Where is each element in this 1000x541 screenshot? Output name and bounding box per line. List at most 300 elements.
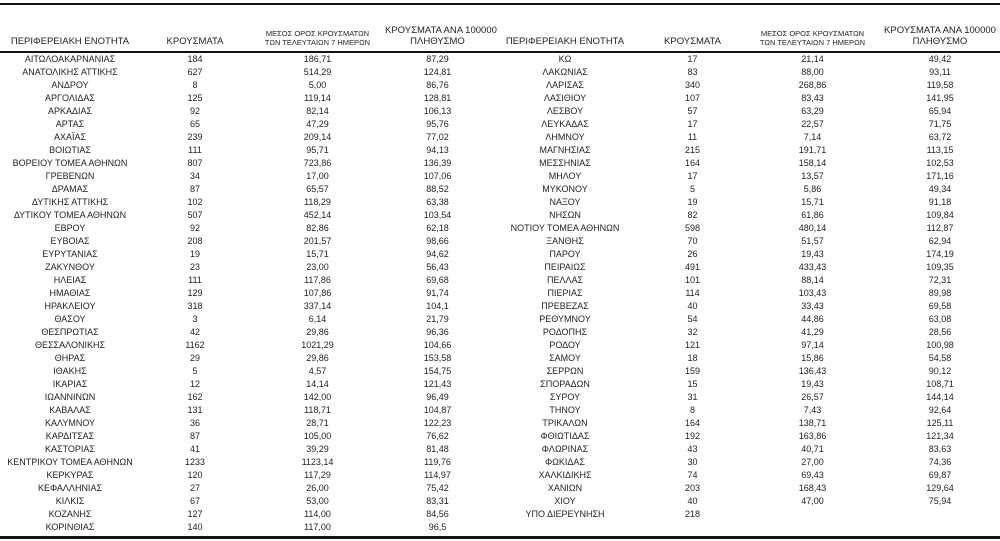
cell-cases: 36 [189, 418, 200, 428]
cell-cases: 215 [684, 145, 701, 155]
cell-avg7: 158,14 [798, 158, 827, 168]
cell-cases: 23 [189, 262, 200, 272]
cell-avg7: 186,71 [303, 54, 332, 64]
cell-cases: 70 [687, 236, 698, 246]
cell-avg7: 97,14 [801, 340, 824, 350]
cell-cases: 18 [687, 353, 698, 363]
cell-per100k: 153,58 [423, 353, 452, 363]
table-row [0, 313, 490, 326]
cell-region: ΖΑΚΥΝΘΟΥ [45, 262, 95, 272]
cell-cases: 164 [684, 418, 701, 428]
cell-avg7: 433,43 [798, 262, 827, 272]
cell-region: ΧΑΛΚΙΔΙΚΗΣ [538, 470, 592, 480]
cell-cases: 32 [687, 327, 698, 337]
table-header-left [0, 0, 497, 53]
cell-region: ΡΕΘΥΜΝΟΥ [539, 314, 591, 324]
table-row [0, 274, 490, 287]
table-row [490, 79, 1000, 92]
cell-per100k: 121,43 [423, 379, 452, 389]
cell-avg7: 163,86 [798, 431, 827, 441]
cell-region: ΤΗΝΟΥ [549, 405, 581, 415]
cell-per100k: 92,64 [928, 405, 952, 415]
cell-avg7: 1021,29 [301, 340, 334, 350]
cell-region: ΣΑΜΟΥ [549, 353, 581, 363]
table-row [490, 339, 1000, 352]
cell-per100k: 174,19 [926, 249, 954, 259]
cell-avg7: 44,86 [801, 314, 824, 324]
cell-avg7: 33,43 [801, 301, 824, 311]
table-row [0, 352, 490, 365]
cell-region: ΕΥΡΥΤΑΝΙΑΣ [42, 249, 98, 259]
cell-per100k: 72,31 [928, 275, 952, 285]
cell-per100k: 69,87 [928, 470, 952, 480]
table-row [490, 313, 1000, 326]
column-header-per100k [880, 26, 1000, 47]
cell-cases: 67 [189, 496, 200, 506]
cell-cases: 74 [687, 470, 698, 480]
cell-region: ΠΙΕΡΙΑΣ [547, 288, 583, 298]
cell-avg7: 63,29 [801, 106, 824, 116]
cell-cases: 92 [189, 223, 200, 233]
table-row [490, 157, 1000, 170]
table-row [490, 235, 1000, 248]
cell-per100k: 63,38 [426, 197, 449, 207]
column-header-per100k-line1: ΚΡΟΥΣΜΑΤΑ ΑΝΑ 100000 [385, 25, 497, 36]
cell-cases: 17 [687, 171, 698, 181]
cell-region: ΛΗΜΝΟΥ [545, 132, 585, 142]
cell-region: ΑΡΚΑΔΙΑΣ [47, 106, 93, 116]
cell-cases: 208 [187, 236, 203, 246]
cell-region: ΜΥΚΟΝΟΥ [542, 184, 588, 194]
cell-region: ΡΟΔΟΠΗΣ [542, 327, 588, 337]
cell-avg7: 209,14 [303, 132, 332, 142]
column-header-per100k [385, 25, 497, 47]
cell-cases: 159 [684, 366, 701, 376]
table-row [490, 118, 1000, 131]
cell-per100k: 71,75 [928, 119, 952, 129]
table-row [0, 443, 490, 456]
cell-region: ΠΡΕΒΕΖΑΣ [541, 301, 589, 311]
column-header-avg7-line2: ΤΩΝ ΤΕΛΕΥΤΑΙΩΝ 7 ΗΜΕΡΩΝ [264, 37, 371, 47]
cell-avg7: 5,00 [308, 80, 327, 90]
cell-per100k: 87,29 [426, 54, 449, 64]
table-row [490, 66, 1000, 79]
cell-region: ΘΑΣΟΥ [54, 314, 86, 324]
cell-avg7: 1123,14 [301, 457, 334, 467]
cell-per100k: 69,68 [426, 275, 449, 285]
cell-per100k: 144,14 [926, 392, 954, 402]
cell-avg7: 27,00 [801, 457, 824, 467]
cell-per100k: 95,76 [426, 119, 449, 129]
table-row [490, 274, 1000, 287]
table-row [0, 391, 490, 404]
table-row [0, 261, 490, 274]
cases-table-left [0, 0, 497, 534]
cell-cases: 162 [187, 392, 203, 402]
cell-cases: 1233 [184, 457, 206, 467]
column-header-region: ΠΕΡΙΦΕΡΕΙΑΚΗ ΕΝΟΤΗΤΑ [505, 35, 625, 47]
cell-avg7: 88,14 [801, 275, 824, 285]
cell-cases: 3 [192, 314, 198, 324]
cell-cases: 27 [189, 483, 200, 493]
cell-per100k: 96,49 [426, 392, 449, 402]
cell-cases: 140 [187, 522, 203, 532]
table-row [0, 79, 490, 92]
cell-per100k: 62,94 [928, 236, 952, 246]
cell-per100k: 63,72 [928, 132, 952, 142]
column-header-avg7-line1: ΜΕΣΟΣ ΟΡΟΣ ΚΡΟΥΣΜΑΤΩΝ [265, 29, 370, 38]
table-row [0, 339, 490, 352]
cell-cases: 41 [189, 444, 200, 454]
cell-per100k: 21,79 [426, 314, 449, 324]
cell-region: ΠΕΙΡΑΙΩΣ [544, 262, 586, 272]
cell-per100k: 98,66 [426, 236, 449, 246]
cell-per100k: 96,5 [428, 522, 447, 532]
cell-avg7: 136,43 [798, 366, 827, 376]
cell-avg7: 138,71 [798, 418, 827, 428]
cell-avg7: 41,29 [801, 327, 824, 337]
cell-region: ΑΝΑΤΟΛΙΚΗΣ ΑΤΤΙΚΗΣ [22, 67, 118, 77]
cell-region: ΛΑΡΙΣΑΣ [546, 80, 584, 90]
cell-per100k: 112,87 [926, 223, 954, 233]
cell-per100k: 109,84 [926, 210, 954, 220]
cell-per100k: 109,35 [926, 262, 954, 272]
cell-avg7: 337,14 [303, 301, 332, 311]
cell-avg7: 47,29 [306, 119, 329, 129]
cell-avg7: 83,43 [801, 93, 824, 103]
cell-per100k: 75,42 [426, 483, 449, 493]
column-header-avg7-line2: ΤΩΝ ΤΕΛΕΥΤΑΙΩΝ 7 ΗΜΕΡΩΝ [759, 37, 866, 47]
table-row [490, 508, 1000, 521]
table-row [490, 131, 1000, 144]
cell-avg7: 82,14 [306, 106, 329, 116]
cell-avg7: 29,86 [306, 353, 329, 363]
cell-per100k: 119,58 [926, 80, 954, 90]
cell-cases: 8 [689, 405, 695, 415]
cell-cases: 31 [687, 392, 698, 402]
cell-region: ΦΛΩΡΙΝΑΣ [541, 444, 589, 454]
cell-avg7: 82,86 [306, 223, 329, 233]
table-row [0, 248, 490, 261]
cell-per100k: 75,94 [928, 496, 952, 506]
cell-per100k: 104,66 [423, 340, 452, 350]
cell-cases: 8 [192, 80, 198, 90]
cell-avg7: 117,29 [304, 470, 331, 480]
cell-per100k: 106,13 [423, 106, 452, 116]
cell-avg7: 17,00 [306, 171, 329, 181]
cell-per100k: 102,53 [926, 158, 954, 168]
cell-per100k: 122,23 [423, 418, 452, 428]
table-row [0, 209, 490, 222]
cell-cases: 19 [687, 197, 698, 207]
cell-avg7: 114,00 [304, 509, 331, 519]
cell-per100k: 86,76 [426, 80, 449, 90]
cell-per100k: 125,11 [926, 418, 954, 428]
cell-avg7: 723,86 [303, 158, 332, 168]
table-row [0, 378, 490, 391]
table-row [490, 495, 1000, 508]
cell-cases: 54 [687, 314, 698, 324]
cell-cases: 83 [687, 67, 698, 77]
cell-region: ΑΝΔΡΟΥ [51, 80, 89, 90]
cell-avg7: 69,43 [801, 470, 824, 480]
cell-avg7: 39,29 [306, 444, 329, 454]
cell-region: ΑΡΓΟΛΙΔΑΣ [45, 93, 95, 103]
table-row [490, 196, 1000, 209]
cell-region: ΓΡΕΒΕΝΩΝ [45, 171, 95, 181]
table-row [0, 196, 490, 209]
table-row [490, 456, 1000, 469]
cell-per100k: 129,64 [926, 483, 954, 493]
table-row [490, 222, 1000, 235]
table-row [490, 326, 1000, 339]
cell-avg7: 19,43 [801, 249, 824, 259]
cell-per100k: 28,56 [928, 327, 952, 337]
cell-avg7: 142,00 [303, 392, 332, 402]
table-row [490, 209, 1000, 222]
cell-region: ΞΑΝΘΗΣ [546, 236, 584, 246]
cell-avg7: 4,57 [308, 366, 327, 376]
cell-region: ΘΕΣΣΑΛΟΝΙΚΗΣ [34, 340, 106, 350]
cell-region: ΥΠΟ ΔΙΕΡΕΥΝΗΣΗ [525, 509, 605, 519]
cell-per100k: 49,34 [928, 184, 952, 194]
cell-avg7: 51,57 [801, 236, 824, 246]
cell-per100k: 108,71 [926, 379, 954, 389]
table-row [0, 417, 490, 430]
cell-region: ΒΟΙΩΤΙΑΣ [49, 145, 91, 155]
table-row [490, 430, 1000, 443]
cell-cases: 218 [684, 509, 701, 519]
table-row [0, 456, 490, 469]
table-row [0, 365, 490, 378]
cell-region: ΛΕΥΚΑΔΑΣ [541, 119, 589, 129]
cell-region: ΚΕΡΚΥΡΑΣ [46, 470, 94, 480]
cell-region: ΠΕΛΛΑΣ [546, 275, 584, 285]
cell-per100k: 77,02 [426, 132, 449, 142]
cell-per100k: 121,34 [926, 431, 954, 441]
cell-per100k: 114,97 [424, 470, 451, 480]
cell-region: ΛΕΣΒΟΥ [546, 106, 584, 116]
cell-avg7: 28,71 [306, 418, 329, 428]
table-row [0, 404, 490, 417]
cell-region: ΕΥΒΟΙΑΣ [50, 236, 90, 246]
cell-avg7: 14,14 [306, 379, 329, 389]
cell-region: ΒΟΡΕΙΟΥ ΤΟΜΕΑ ΑΘΗΝΩΝ [12, 158, 128, 168]
table-row [490, 248, 1000, 261]
cell-per100k: 154,75 [423, 366, 452, 376]
table-row [490, 378, 1000, 391]
cell-region: ΚΟΡΙΝΘΙΑΣ [45, 522, 95, 532]
cases-table-right [490, 0, 1000, 534]
cell-per100k: 96,36 [426, 327, 449, 337]
cell-avg7: 65,57 [306, 184, 329, 194]
cell-region: ΔΥΤΙΚΟΥ ΤΟΜΕΑ ΑΘΗΝΩΝ [13, 210, 127, 220]
cell-cases: 29 [189, 353, 200, 363]
table-row [490, 170, 1000, 183]
table-row [490, 53, 1000, 66]
cell-per100k: 104,87 [423, 405, 452, 415]
cell-cases: 34 [189, 171, 200, 181]
cell-avg7: 15,86 [801, 353, 824, 363]
cell-avg7: 7,43 [803, 405, 822, 415]
cell-avg7: 19,43 [801, 379, 824, 389]
cell-per100k: 103,54 [423, 210, 452, 220]
table-row [490, 105, 1000, 118]
cell-region: ΦΘΙΩΤΙΔΑΣ [540, 431, 590, 441]
cell-region: ΝΑΞΟΥ [549, 197, 581, 207]
cell-cases: 82 [687, 210, 698, 220]
column-header-region: ΠΕΡΙΦΕΡΕΙΑΚΗ ΕΝΟΤΗΤΑ [10, 35, 130, 47]
cell-avg7: 53,00 [306, 496, 329, 506]
table-row [490, 469, 1000, 482]
cell-region: ΗΜΑΘΙΑΣ [49, 288, 91, 298]
cell-avg7: 103,43 [798, 288, 827, 298]
cell-per100k: 93,11 [929, 67, 951, 77]
cell-avg7: 105,00 [303, 431, 332, 441]
table-body-right [490, 53, 1000, 521]
table-row [490, 300, 1000, 313]
cell-region: ΙΚΑΡΙΑΣ [52, 379, 88, 389]
table-row [0, 521, 490, 534]
table-row [490, 287, 1000, 300]
cell-region: ΣΥΡΟΥ [549, 392, 581, 402]
cell-per100k: 90,12 [928, 366, 952, 376]
cell-cases: 184 [187, 54, 203, 64]
cell-avg7: 119,14 [304, 93, 331, 103]
cell-region: ΤΡΙΚΑΛΩΝ [542, 418, 588, 428]
cell-region: ΑΡΤΑΣ [55, 119, 85, 129]
cell-per100k: 107,06 [423, 171, 452, 181]
cell-region: ΑΙΤΩΛΟΑΚΑΡΝΑΝΙΑΣ [24, 54, 116, 64]
cell-region: ΚΕΝΤΡΙΚΟΥ ΤΟΜΕΑ ΑΘΗΝΩΝ [7, 457, 133, 467]
cell-cases: 598 [684, 223, 701, 233]
table-row [0, 287, 490, 300]
column-header-cases: ΚΡΟΥΣΜΑΤΑ [664, 35, 721, 47]
cell-region: ΝΗΣΩΝ [549, 210, 581, 220]
bottom-rule [0, 536, 1000, 539]
cell-per100k: 65,94 [928, 106, 952, 116]
cell-per100k: 141,95 [926, 93, 954, 103]
table-row [490, 365, 1000, 378]
table-header-right [490, 0, 1000, 53]
table-row [490, 183, 1000, 196]
cell-region: ΚΩ [558, 54, 572, 64]
cell-per100k: 104,1 [426, 301, 449, 311]
cell-per100k: 74,36 [928, 457, 952, 467]
cell-region: ΜΕΣΣΗΝΙΑΣ [539, 158, 591, 168]
table-row [0, 92, 490, 105]
cell-cases: 42 [189, 327, 200, 337]
cell-cases: 26 [687, 249, 698, 259]
cell-per100k: 94,62 [426, 249, 449, 259]
cell-per100k: 54,58 [928, 353, 952, 363]
column-header-cases: ΚΡΟΥΣΜΑΤΑ [166, 35, 224, 47]
table-row [0, 170, 490, 183]
cell-per100k: 83,63 [928, 444, 952, 454]
table-row [0, 144, 490, 157]
cell-region: ΔΥΤΙΚΗΣ ΑΤΤΙΚΗΣ [31, 197, 109, 207]
cell-cases: 131 [187, 405, 203, 415]
cell-per100k: 76,62 [426, 431, 449, 441]
cell-cases: 11 [687, 132, 698, 142]
table-row [0, 66, 490, 79]
cell-avg7: 514,29 [303, 67, 332, 77]
column-header-avg7 [745, 30, 880, 47]
cell-cases: 318 [187, 301, 203, 311]
cell-per100k: 94,13 [426, 145, 449, 155]
cell-region: ΑΧΑΪΑΣ [53, 132, 87, 142]
cell-avg7: 118,29 [304, 197, 331, 207]
cell-region: ΜΗΛΟΥ [548, 171, 582, 181]
cell-cases: 127 [187, 509, 203, 519]
cell-cases: 5 [192, 366, 198, 376]
cell-cases: 17 [687, 54, 698, 64]
table-row [490, 261, 1000, 274]
table-body-left [0, 53, 490, 534]
cell-region: ΘΕΣΠΡΩΤΙΑΣ [41, 327, 99, 337]
cell-cases: 114 [685, 288, 700, 298]
cell-region: ΠΑΡΟΥ [549, 249, 581, 259]
cell-per100k: 49,42 [928, 54, 952, 64]
cell-region: ΚΑΡΔΙΤΣΑΣ [45, 431, 95, 441]
cell-region: ΛΑΚΩΝΙΑΣ [542, 67, 588, 77]
cell-region: ΜΑΓΝΗΣΙΑΣ [539, 145, 591, 155]
column-header-per100k-line2: ΠΛΗΘΥΣΜΟ [410, 35, 465, 47]
cell-cases: 627 [187, 67, 203, 77]
column-header-avg7 [250, 30, 385, 47]
cell-cases: 43 [687, 444, 698, 454]
table-row [0, 222, 490, 235]
cell-region: ΚΑΒΑΛΑΣ [49, 405, 91, 415]
cell-avg7: 201,57 [303, 236, 332, 246]
table-row [490, 92, 1000, 105]
cell-per100k: 91,18 [928, 197, 952, 207]
column-header-per100k-line1: ΚΡΟΥΣΜΑΤΑ ΑΝΑ 100000 [884, 25, 996, 36]
cell-cases: 65 [189, 119, 200, 129]
cell-avg7: 23,00 [306, 262, 329, 272]
cell-avg7: 5,86 [803, 184, 822, 194]
cell-region: ΧΑΝΙΩΝ [547, 483, 583, 493]
cell-per100k: 124,81 [423, 67, 452, 77]
cell-cases: 1162 [185, 340, 205, 350]
cell-avg7: 118,71 [304, 405, 331, 415]
cell-avg7: 22,57 [801, 119, 824, 129]
table-row [490, 352, 1000, 365]
cell-per100k: 100,98 [926, 340, 954, 350]
cell-region: ΚΟΖΑΝΗΣ [48, 509, 92, 519]
cell-avg7: 15,71 [801, 197, 824, 207]
table-row [0, 495, 490, 508]
cell-avg7: 40,71 [801, 444, 824, 454]
cell-region: ΙΩΑΝΝΙΝΩΝ [44, 392, 96, 402]
cell-cases: 92 [189, 106, 200, 116]
cell-avg7: 29,86 [306, 327, 329, 337]
cell-per100k: 119,76 [424, 457, 451, 467]
cell-cases: 129 [187, 288, 203, 298]
table-row [490, 391, 1000, 404]
cell-per100k: 113,15 [926, 145, 954, 155]
cell-avg7: 480,14 [798, 223, 827, 233]
cell-per100k: 88,52 [426, 184, 449, 194]
cell-avg7: 88,00 [801, 67, 824, 77]
cell-avg7: 13,57 [801, 171, 824, 181]
cell-cases: 30 [687, 457, 698, 467]
column-header-per100k-line2: ΠΛΗΘΥΣΜΟ [912, 35, 968, 47]
cell-cases: 17 [687, 119, 698, 129]
cell-region: ΡΟΔΟΥ [549, 340, 581, 350]
table-row [0, 53, 490, 66]
cell-per100k: 62,18 [426, 223, 449, 233]
